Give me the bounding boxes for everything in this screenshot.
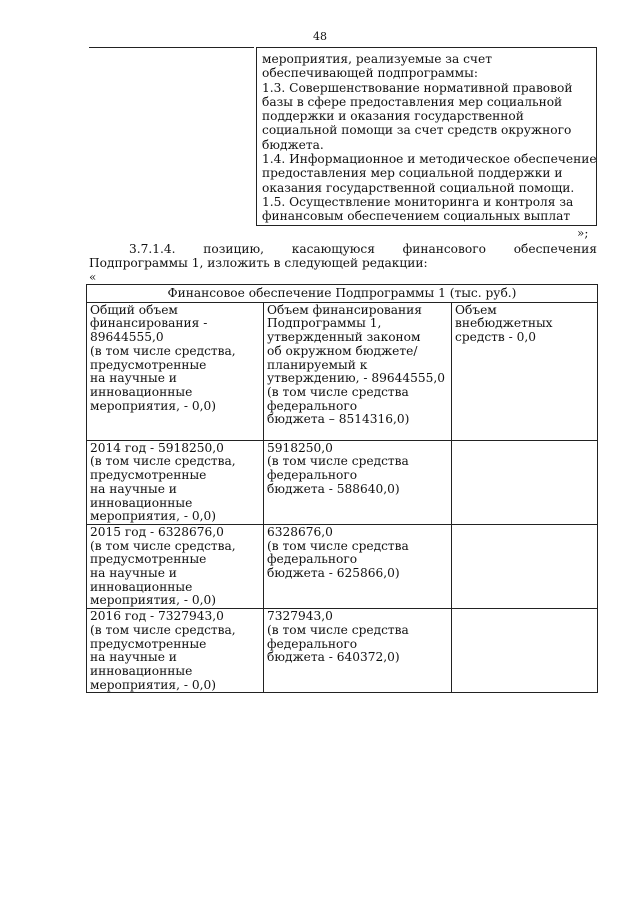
amendment-paragraph bbox=[89, 242, 597, 270]
cell-line: инновационные bbox=[90, 579, 193, 594]
cell-line: мероприятия, - 0,0) bbox=[90, 593, 216, 608]
finance-cell-col2 bbox=[264, 302, 452, 440]
cell-line: инновационные bbox=[90, 384, 193, 399]
cell-line: (в том числе средства, bbox=[90, 343, 236, 358]
opening-quote: « bbox=[89, 270, 97, 284]
cell-line: бюджета - 588640,0) bbox=[267, 481, 400, 496]
finance-cell-col1 bbox=[87, 440, 264, 524]
cell-line: предусмотренные bbox=[90, 636, 207, 651]
cell-line: внебюджетных bbox=[455, 316, 553, 331]
finance-cell-col2 bbox=[264, 440, 452, 524]
finance-table-row bbox=[87, 440, 598, 524]
cell-line: Объем финансирования bbox=[267, 302, 422, 317]
paragraph-word: финансового bbox=[402, 242, 486, 256]
finance-cell-col2 bbox=[264, 524, 452, 608]
cell-line: 2016 год - 7327943,0 bbox=[90, 609, 224, 624]
cell-line: 7327943,0 bbox=[267, 609, 333, 624]
continuation-line: базы в сфере предоставления мер социальной bbox=[262, 94, 563, 109]
paragraph-word: касающуюся bbox=[291, 242, 375, 256]
cell-line: (в том числе средства bbox=[267, 384, 409, 399]
paragraph-word: 3.7.1.4. bbox=[129, 242, 176, 256]
cell-line: бюджета – 8514316,0) bbox=[267, 412, 410, 427]
continuation-line: поддержки и оказания государственной bbox=[262, 109, 524, 124]
paragraph-word: позицию, bbox=[203, 242, 264, 256]
cell-line: Объем bbox=[455, 302, 497, 317]
finance-cell-col3 bbox=[452, 609, 598, 693]
continuation-line: мероприятия, реализуемые за счет bbox=[262, 52, 492, 66]
cell-line: Подпрограммы 1, bbox=[267, 316, 382, 331]
cell-line: федерального bbox=[267, 398, 358, 413]
closing-quote: »; bbox=[577, 226, 589, 240]
cell-line: на научные и bbox=[90, 371, 177, 386]
cell-line: предусмотренные bbox=[90, 468, 207, 483]
cell-line: мероприятия, - 0,0) bbox=[90, 509, 216, 524]
cell-line: бюджета - 625866,0) bbox=[267, 566, 400, 581]
cell-line: 2014 год - 5918250,0 bbox=[90, 440, 224, 455]
finance-cell-col1 bbox=[87, 609, 264, 693]
continuation-line: финансовым обеспечением социальных выплат bbox=[262, 209, 571, 224]
cell-line: (в том числе средства bbox=[267, 538, 409, 553]
cell-line: федерального bbox=[267, 468, 358, 483]
finance-cell-col3 bbox=[452, 524, 598, 608]
cell-line: на научные и bbox=[90, 566, 177, 581]
finance-table-row bbox=[87, 302, 598, 440]
cell-line: 5918250,0 bbox=[267, 440, 333, 455]
cell-line: федерального bbox=[267, 636, 358, 651]
cell-line: бюджета - 640372,0) bbox=[267, 650, 400, 665]
continuation-line: обеспечивающей подпрограммы: bbox=[262, 66, 478, 81]
finance-cell-col1 bbox=[87, 302, 264, 440]
cell-line: 89644555,0 bbox=[90, 330, 164, 345]
finance-table-row bbox=[87, 609, 598, 693]
continuation-table-text bbox=[262, 52, 597, 224]
finance-cell-col1 bbox=[87, 524, 264, 608]
finance-table-header: Финансовое обеспечение Подпрограммы 1 (тыс. руб.) bbox=[87, 285, 598, 303]
cell-line: об окружном бюджете/ bbox=[267, 343, 418, 358]
cell-line: финансирования - bbox=[90, 316, 208, 331]
cell-line: инновационные bbox=[90, 663, 193, 678]
finance-cell-col2 bbox=[264, 609, 452, 693]
continuation-line: бюджета. bbox=[262, 137, 324, 152]
paragraph-word: обеспечения bbox=[513, 242, 597, 256]
cell-line: (в том числе средства, bbox=[90, 538, 236, 553]
cell-line: предусмотренные bbox=[90, 357, 207, 372]
continuation-line: 1.4. Информационное и методическое обеспечение bbox=[262, 152, 597, 167]
cell-line: предусмотренные bbox=[90, 552, 207, 567]
cell-line: мероприятия, - 0,0) bbox=[90, 677, 216, 692]
continuation-line: 1.3. Совершенствование нормативной правовой bbox=[262, 80, 573, 95]
cell-line: утверждению, - 89644555,0 bbox=[267, 371, 445, 386]
cell-line: инновационные bbox=[90, 495, 193, 510]
finance-cell-col3 bbox=[452, 302, 598, 440]
cell-line: 2015 год - 6328676,0 bbox=[90, 524, 224, 539]
cell-line: планируемый к bbox=[267, 357, 368, 372]
cell-line: мероприятия, - 0,0) bbox=[90, 398, 216, 413]
continuation-line: социальной помощи за счет средств окружного bbox=[262, 123, 572, 138]
page-number: 48 bbox=[313, 30, 327, 43]
cell-line: Общий объем bbox=[90, 302, 178, 317]
cell-line: федерального bbox=[267, 552, 358, 567]
cell-line: (в том числе средства bbox=[267, 454, 409, 469]
continuation-line: предоставления мер социальной поддержки и bbox=[262, 166, 563, 181]
cell-line: на научные и bbox=[90, 481, 177, 496]
cell-line: (в том числе средства, bbox=[90, 622, 236, 637]
finance-cell-col3 bbox=[452, 440, 598, 524]
finance-table-row bbox=[87, 524, 598, 608]
cell-line: 6328676,0 bbox=[267, 524, 333, 539]
cell-line: (в том числе средства, bbox=[90, 454, 236, 469]
continuation-line: 1.5. Осуществление мониторинга и контроля за bbox=[262, 194, 574, 209]
cell-line: утвержденный законом bbox=[267, 330, 421, 345]
continuation-line: оказания государственной социальной помощи. bbox=[262, 180, 575, 195]
cell-line: средств - 0,0 bbox=[455, 330, 537, 345]
finance-table bbox=[86, 284, 598, 693]
paragraph-line-2: Подпрограммы 1, изложить в следующей редакции: bbox=[89, 256, 428, 270]
cell-line: на научные и bbox=[90, 650, 177, 665]
cell-line: (в том числе средства bbox=[267, 622, 409, 637]
